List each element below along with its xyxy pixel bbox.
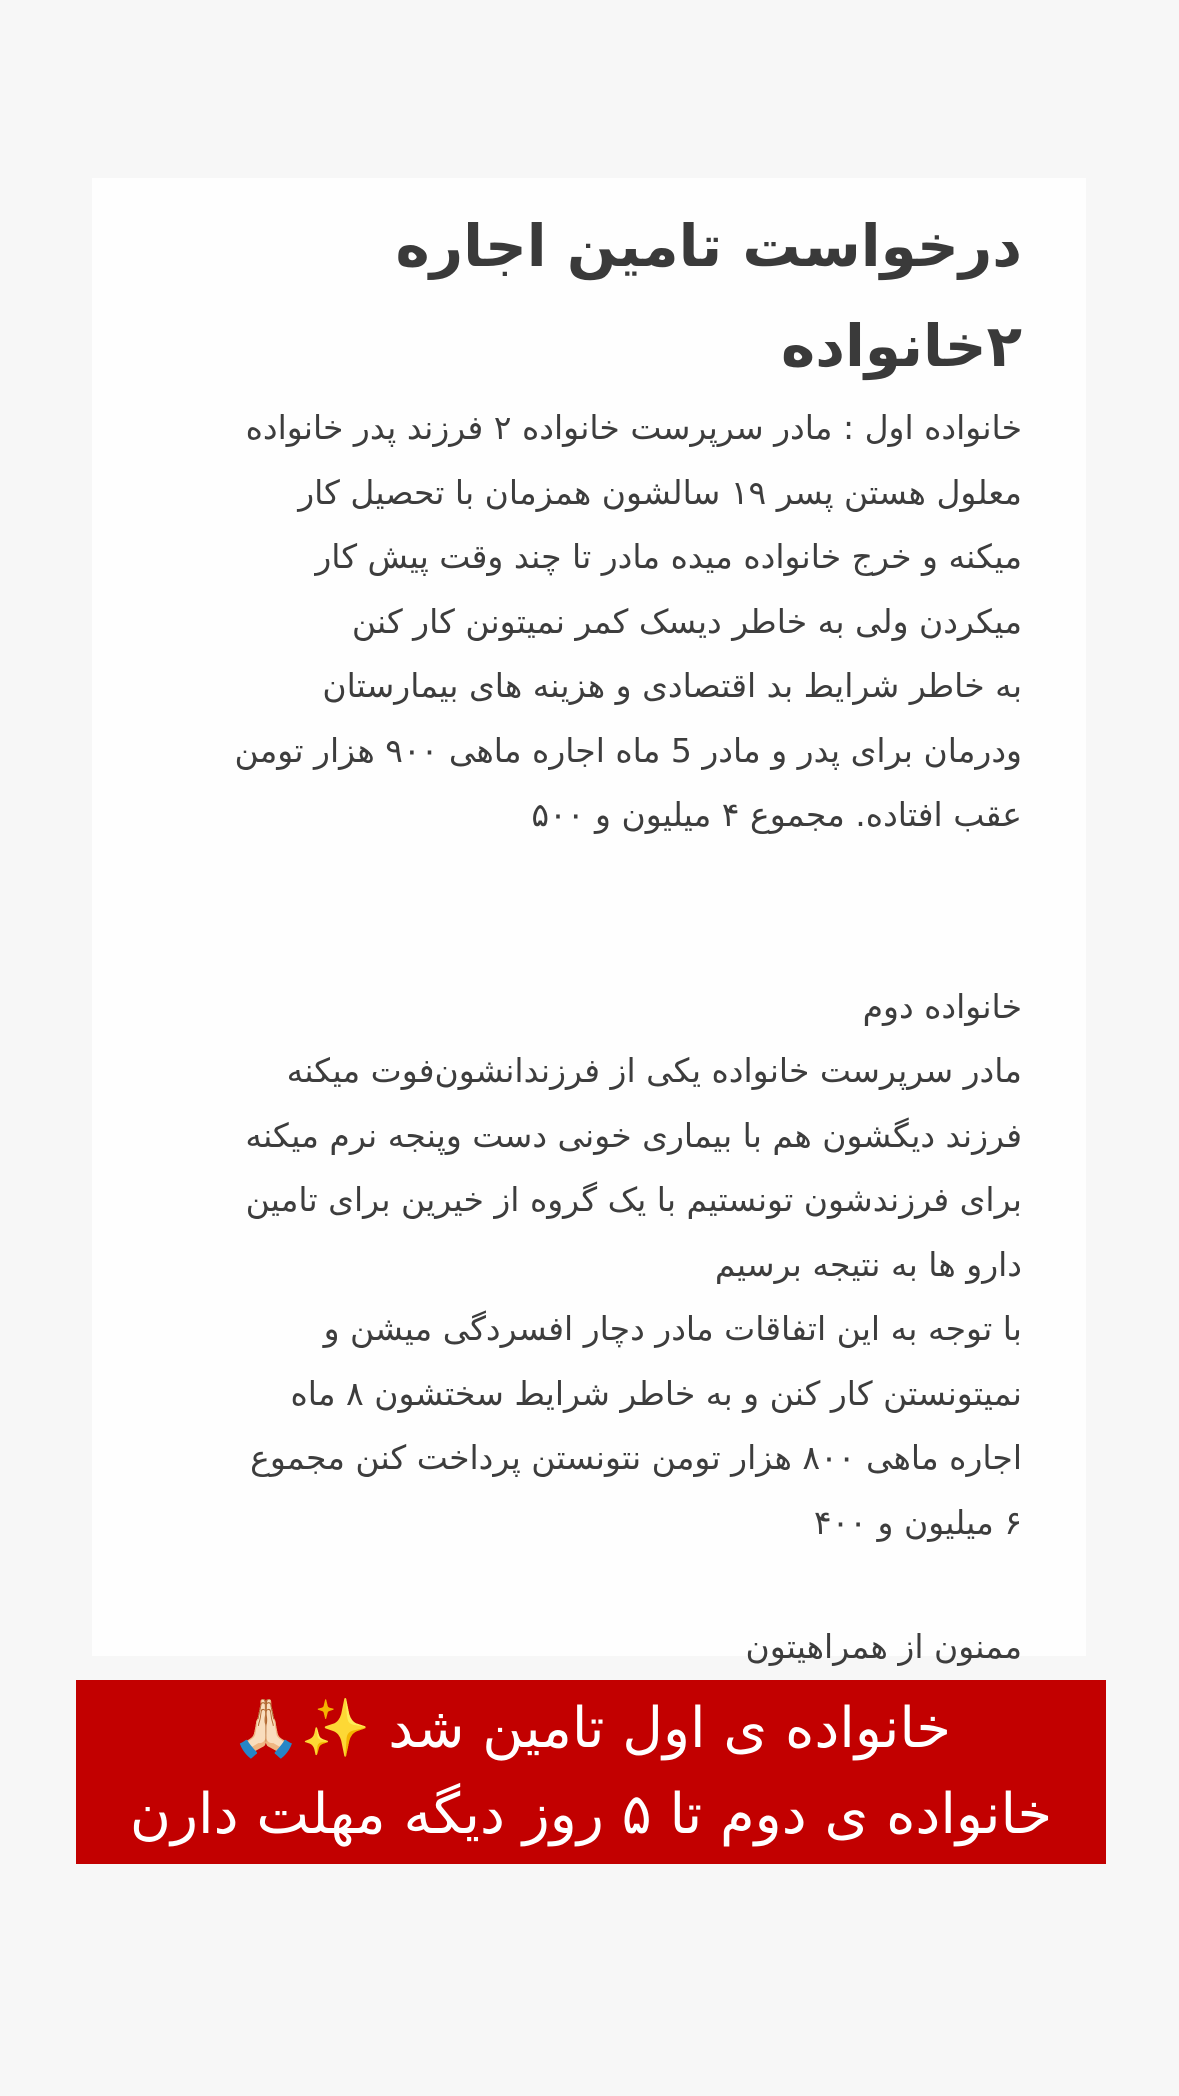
text-line: فرزند دیگشون هم با بیماری خونی دست وپنجه نرم میکنه	[245, 1115, 1022, 1155]
text-line: خانواده اول : مادر سرپرست خانواده ۲ فرزند پدر خانواده	[245, 408, 1022, 447]
banner-line-1: خانواده ی اول تامین شد ✨🙏🏻	[230, 1696, 952, 1761]
banner-line-2: خانواده ی دوم تا ۵ روز دیگه مهلت دارن	[129, 1782, 1053, 1847]
status-banner	[76, 1680, 1106, 1864]
family-1-paragraph	[144, 396, 1022, 848]
text-line: ۶ میلیون و ۴۰۰	[813, 1502, 1022, 1542]
post-title: درخواست تامین اجاره ۲خانواده	[395, 212, 1022, 380]
text-line: به خاطر شرایط بد اقتصادی و هزینه های بیمارستان	[322, 666, 1022, 705]
text-line: خانواده دوم	[862, 986, 1022, 1026]
text-line: میکردن ولی به خاطر دیسک کمر نمیتونن کار کنن	[351, 601, 1022, 641]
text-line: میکنه و خرج خانواده میده مادر تا چند وقت پیش کار	[315, 537, 1022, 576]
thanks-text: ممنون از همراهیتون	[745, 1627, 1022, 1666]
text-line: ودرمان برای پدر و مادر 5 ماه اجاره ماهی ۹۰۰ هزار تومن	[234, 730, 1022, 770]
text-line: برای فرزندشون تونستیم با یک گروه از خیرین برای تامین	[245, 1180, 1022, 1219]
text-line: با توجه به این اتفاقات مادر دچار افسردگی میشن و	[323, 1309, 1022, 1348]
text-line: اجاره ماهی ۸۰۰ هزار تومن نتونستن پرداخت کنن مجموع	[250, 1438, 1022, 1477]
text-line: مادر سرپرست خانواده یکی از فرزندانشون‌فوت میکنه	[286, 1051, 1022, 1090]
text-line: عقب افتاده. مجموع ۴ میلیون و ۵۰۰	[531, 795, 1022, 834]
text-line: دارو ها به نتیجه برسیم	[714, 1244, 1022, 1284]
family-2-paragraph	[144, 975, 1022, 1556]
text-line: نمیتونستن کار کنن و به خاطر شرایط سختشون ۸ ماه	[290, 1373, 1022, 1413]
post-card	[92, 178, 1086, 1666]
text-line: معلول هستن پسر ۱۹ سالشون همزمان با تحصیل کار	[298, 472, 1022, 512]
